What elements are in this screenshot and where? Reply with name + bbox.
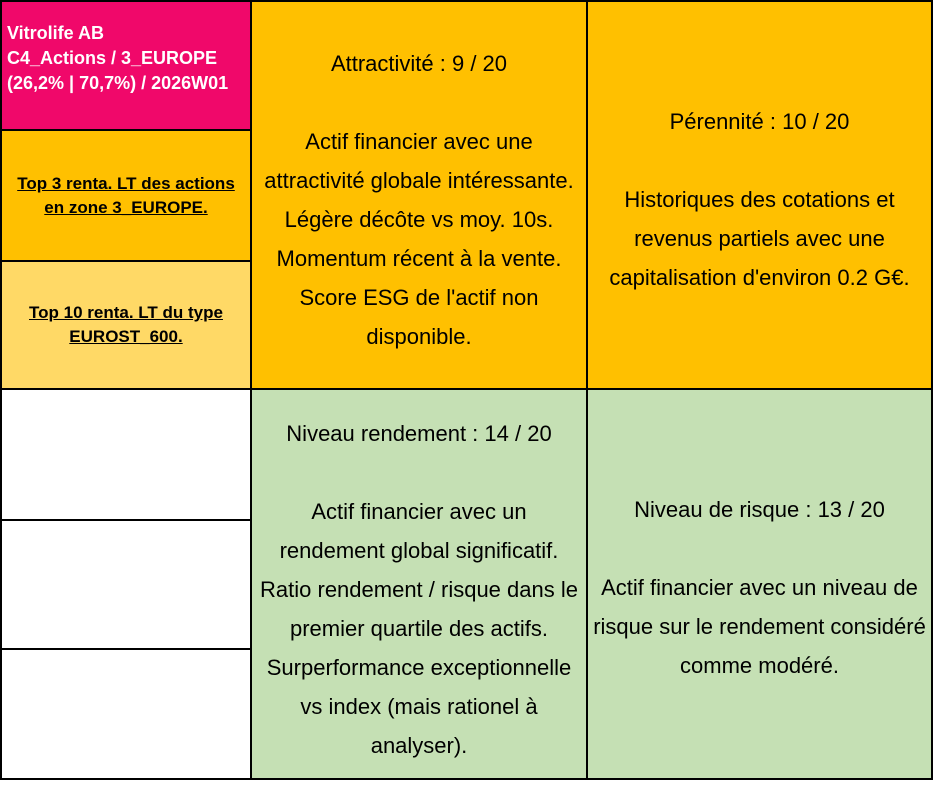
- asset-category: C4_Actions / 3_EUROPE: [7, 48, 218, 68]
- spacer: [256, 453, 582, 492]
- top3-ranking-link[interactable]: Top 3 renta. LT des actions en zone 3_EUROPE.: [17, 173, 235, 217]
- risque-text: Actif financier avec un niveau de risque sur le rendement considéré comme modéré.: [593, 575, 926, 678]
- rendement-text: Actif financier avec un rendement global significatif. Ratio rendement / risque dans le premier quartile des actifs. Surperformance exceptionnelle vs index (mais rationel à analyser).: [260, 499, 578, 758]
- perennite-text: Historiques des cotations et revenus partiels avec une capitalisation d'environ 0.2 G€.: [609, 187, 910, 290]
- spacer: [592, 529, 927, 568]
- asset-stats: (26,2% | 70,7%) / 2026W01: [7, 73, 229, 93]
- risque-cell: [586, 388, 933, 780]
- rendement-cell: [250, 388, 588, 780]
- top10-ranking-link[interactable]: Top 10 renta. LT du type EUROST_600.: [29, 303, 223, 346]
- empty-cell: [0, 519, 252, 650]
- asset-name: Vitrolife AB: [7, 23, 105, 43]
- empty-cell: [0, 388, 252, 521]
- top3-ranking-cell: [0, 129, 252, 262]
- attractivite-text: Actif financier avec une attractivité globale intéressante. Légère décôte vs moy. 10s. Momentum récent à la vente. Score ESG de l'actif non disponible.: [264, 129, 574, 349]
- risque-heading: Niveau de risque : 13 / 20: [634, 497, 885, 522]
- perennite-heading: Pérennité : 10 / 20: [669, 109, 850, 134]
- top10-ranking-cell: [0, 260, 252, 390]
- bottom-margin: [0, 780, 933, 785]
- empty-cell: [0, 648, 252, 780]
- spacer: [592, 141, 927, 180]
- attractivite-heading: Attractivité : 9 / 20: [330, 51, 508, 76]
- spacer: [256, 83, 582, 122]
- attractivite-cell: [250, 0, 588, 390]
- perennite-cell: [586, 0, 933, 390]
- asset-title-cell: [0, 0, 252, 131]
- rendement-heading: Niveau rendement : 14 / 20: [286, 421, 552, 446]
